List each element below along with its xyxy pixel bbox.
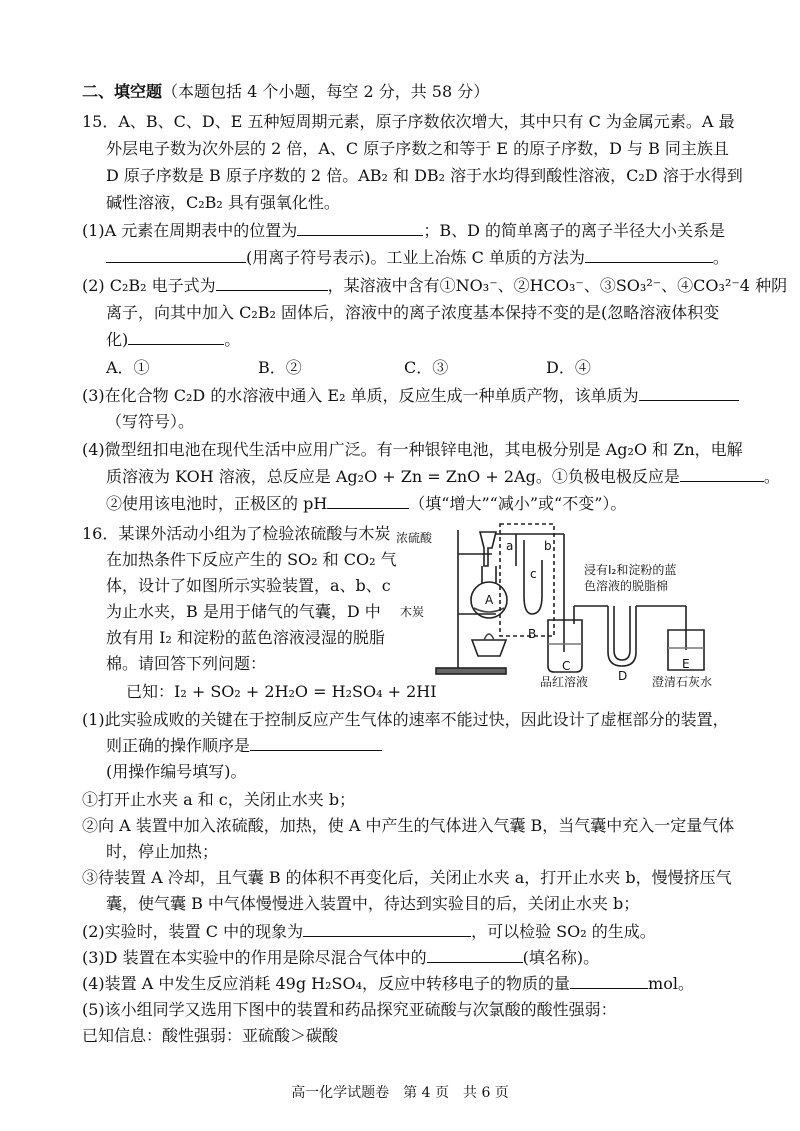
- q16-intro-line-2: 在加热条件下反应产生的 SO₂ 和 CO₂ 气: [106, 550, 397, 569]
- q15-part1-line-2: [106, 246, 729, 270]
- label-charcoal: 木炭: [400, 605, 425, 619]
- answer-blank-electron-formula[interactable]: [216, 274, 328, 291]
- section-note: （本题包括 4 个小题，每空 2 分，共 58 分）: [162, 82, 490, 101]
- letter-flask-a: A: [485, 593, 494, 607]
- q15-intro-line-2: 外层电子数为次外层的 2 倍，A、C 原子序数之和等于 E 的原子序数，D 与 B 同主族且: [106, 139, 729, 158]
- q16-intro-line-3: 体，设计了如图所示实验装置，a、b、c: [106, 576, 391, 595]
- q15-part3-line-1: [82, 384, 739, 408]
- q15-intro-line-1: 15．A、B、C、D、E 五种短周期元素，原子序数依次增大，其中只有 C 为金属元素。A 最: [82, 112, 735, 131]
- q16-step-2-cont: 时，停止加热；: [106, 842, 219, 861]
- q16-intro-line-4: 为止水夹，B 是用于储气的气囊，D 中: [106, 602, 381, 621]
- q16-p2-text-a: (2)实验时，装置 C 中的现象为: [82, 922, 304, 941]
- section-title: 二、填空题: [82, 82, 163, 101]
- q16-part4: [82, 972, 694, 996]
- q15-p2-text-d: 化): [106, 330, 129, 349]
- q16-part5: (5)该小组同学又选用下图中的装置和药品探究亚硫酸与次氯酸的酸性强弱：: [82, 1000, 617, 1019]
- letter-beaker-e: E: [682, 657, 690, 671]
- q15-part2-line-2: 离子，向其中加入 C₂B₂ 固体后，溶液中的离子浓度基本保持不变的是(忽略溶液体积变: [106, 303, 720, 322]
- answer-blank-ion-unchanged[interactable]: [128, 328, 224, 345]
- q15-intro-line-3: D 原子序数是 B 原子序数的 2 倍。AB₂ 和 DB₂ 溶于水均得到酸性溶液，C₂D 溶于水得到: [106, 166, 743, 185]
- label-cotton-line-2: 色溶液的脱脂棉: [584, 579, 669, 593]
- q15-intro-line-4: 碱性溶液，C₂B₂ 具有强氧化性。: [106, 193, 340, 212]
- letter-bottle-c: C: [562, 659, 571, 673]
- q15-part4-line-2: [106, 465, 780, 489]
- answer-blank-ph-change[interactable]: [327, 492, 409, 509]
- q16-intro-line-1: 16．某课外活动小组为了检验浓硫酸与木炭: [82, 524, 391, 543]
- q15-p4-text-c: 。: [763, 467, 780, 486]
- apparatus-figure: [396, 520, 728, 690]
- q16-part1-line-1: (1)此实验成败的关键在于控制反应产生气体的速率不能过快，因此设计了虚框部分的装置，: [82, 710, 729, 729]
- dropping-funnel: [480, 532, 496, 566]
- q16-known-info: 已知信息：酸性强弱：亚硫酸＞碳酸: [82, 1026, 339, 1045]
- answer-blank-gas-name[interactable]: [427, 946, 523, 963]
- q16-part2: [82, 920, 656, 944]
- q15-p4-text-d: ②使用该电池时，正极区的 pH: [106, 494, 328, 513]
- burner: [472, 640, 506, 656]
- letter-b: b: [544, 539, 552, 553]
- answer-blank-a-position[interactable]: [297, 219, 423, 236]
- q15-part2-line-1: [82, 274, 787, 298]
- answer-blank-element-product[interactable]: [639, 384, 739, 401]
- label-concentrated-acid: 浓硫酸: [396, 531, 433, 545]
- q16-intro-line-5: 放有用 I₂ 和淀粉的蓝色溶液浸湿的脱脂: [106, 628, 385, 647]
- label-limewater: 澄清石灰水: [652, 675, 713, 689]
- answer-blank-negative-electrode[interactable]: [680, 465, 764, 482]
- stand-base: [436, 668, 506, 674]
- q16-step-2: ②向 A 装置中加入浓硫酸，加热，使 A 中产生的气体进入气囊 B，当气囊中充入一定量气体: [82, 816, 735, 835]
- answer-blank-ion-radius[interactable]: [106, 246, 246, 263]
- q15-p1-text-a: (1)A 元素在周期表中的位置为: [82, 221, 298, 240]
- letter-bag-b: B: [528, 627, 537, 641]
- option-b[interactable]: B．②: [258, 358, 302, 377]
- q15-p4-text-e: （填“增大”“减小”或“不变”）。: [409, 494, 627, 513]
- q16-intro-line-6: 棉。请回答下列问题：: [106, 654, 267, 673]
- section-header: [82, 80, 489, 104]
- q15-p2-text-e: 。: [224, 330, 241, 349]
- q15-part4-line-1: (4)微型纽扣电池在现代生活中应用广泛。有一种银锌电池，其电极分别是 Ag₂O 和 Zn，电解: [82, 440, 743, 459]
- q15-part3-line-2: （写符号）。: [106, 412, 195, 431]
- q16-step-3: ③待装置 A 冷却，且气囊 B 的体积不再变化后，关闭止水夹 a，打开止水夹 b，慢慢挤压气: [82, 868, 732, 887]
- q16-part1-line-2: [106, 734, 382, 758]
- q15-p4-text-b: 质溶液为 KOH 溶液，总反应是 Ag₂O + Zn = ZnO + 2Ag。①负极电极反应是: [106, 467, 680, 486]
- q15-p3-text-a: (3)在化合物 C₂D 的水溶液中通入 E₂ 单质，反应生成一种单质产物，该单质为: [82, 386, 639, 405]
- q16-step-1: ①打开止水夹 a 和 c，关闭止水夹 b；: [82, 790, 356, 809]
- page-footer: 高一化学试题卷 第 4 页 共 6 页: [291, 1085, 509, 1101]
- letter-u-tube-d: D: [618, 669, 628, 683]
- q15-part4-line-3: [106, 492, 626, 516]
- q16-known-equation: 已知：I₂ + SO₂ + 2H₂O = H₂SO₄ + 2HI: [126, 682, 437, 701]
- letter-c: c: [530, 567, 537, 581]
- answer-blank-phenomenon-c[interactable]: [303, 920, 471, 937]
- q16-p2-text-b: ，可以检验 SO₂ 的生成。: [471, 922, 656, 941]
- q15-p1-text-d: 。: [712, 248, 729, 267]
- label-cotton-line-1: 浸有I₂和淀粉的蓝: [584, 563, 677, 577]
- q16-p4-text-a: (4)装置 A 中发生反应消耗 49g H₂SO₄，反应中转移电子的物质的量: [82, 974, 571, 993]
- q15-p2-text-a: (2) C₂B₂ 电子式为: [82, 276, 216, 295]
- letter-a: a: [506, 539, 514, 553]
- answer-blank-operation-order[interactable]: [250, 734, 382, 751]
- q16-part1-line-3: (用操作编号填写)。: [106, 762, 247, 781]
- q16-step-3-cont: 囊，使气囊 B 中气体慢慢进入装置中，待达到实验目的后，关闭止水夹 b；: [106, 894, 640, 913]
- option-c[interactable]: C．③: [404, 358, 449, 377]
- q16-p3-text-a: (3)D 装置在本实验中的作用是除尽混合气体中的: [82, 948, 427, 967]
- q16-p4-text-b: mol。: [648, 974, 694, 993]
- u-tube-d: [608, 606, 636, 666]
- answer-blank-smelting-method[interactable]: [585, 246, 713, 263]
- answer-blank-electron-moles[interactable]: [570, 972, 648, 989]
- option-d[interactable]: D．④: [546, 358, 591, 377]
- q15-p1-text-c: (用离子符号表示)。工业上冶炼 C 单质的方法为: [246, 248, 585, 267]
- option-a[interactable]: A．①: [106, 358, 150, 377]
- q15-p2-text-b: ，某溶液中含有①NO₃⁻、②HCO₃⁻、③SO₃²⁻、④CO₃²⁻4 种阴: [327, 276, 788, 295]
- label-magenta-solution: 品红溶液: [540, 675, 589, 689]
- q15-p1-text-b: ；B、D 的简单离子的离子半径大小关系是: [423, 221, 725, 240]
- q16-p3-text-b: (填名称)。: [522, 948, 600, 967]
- q15-part2-line-3: [106, 328, 240, 352]
- q16-part3: [82, 946, 599, 970]
- q16-p1-text-b: 则正确的操作顺序是: [106, 736, 251, 755]
- q15-part1-line-1: [82, 219, 725, 243]
